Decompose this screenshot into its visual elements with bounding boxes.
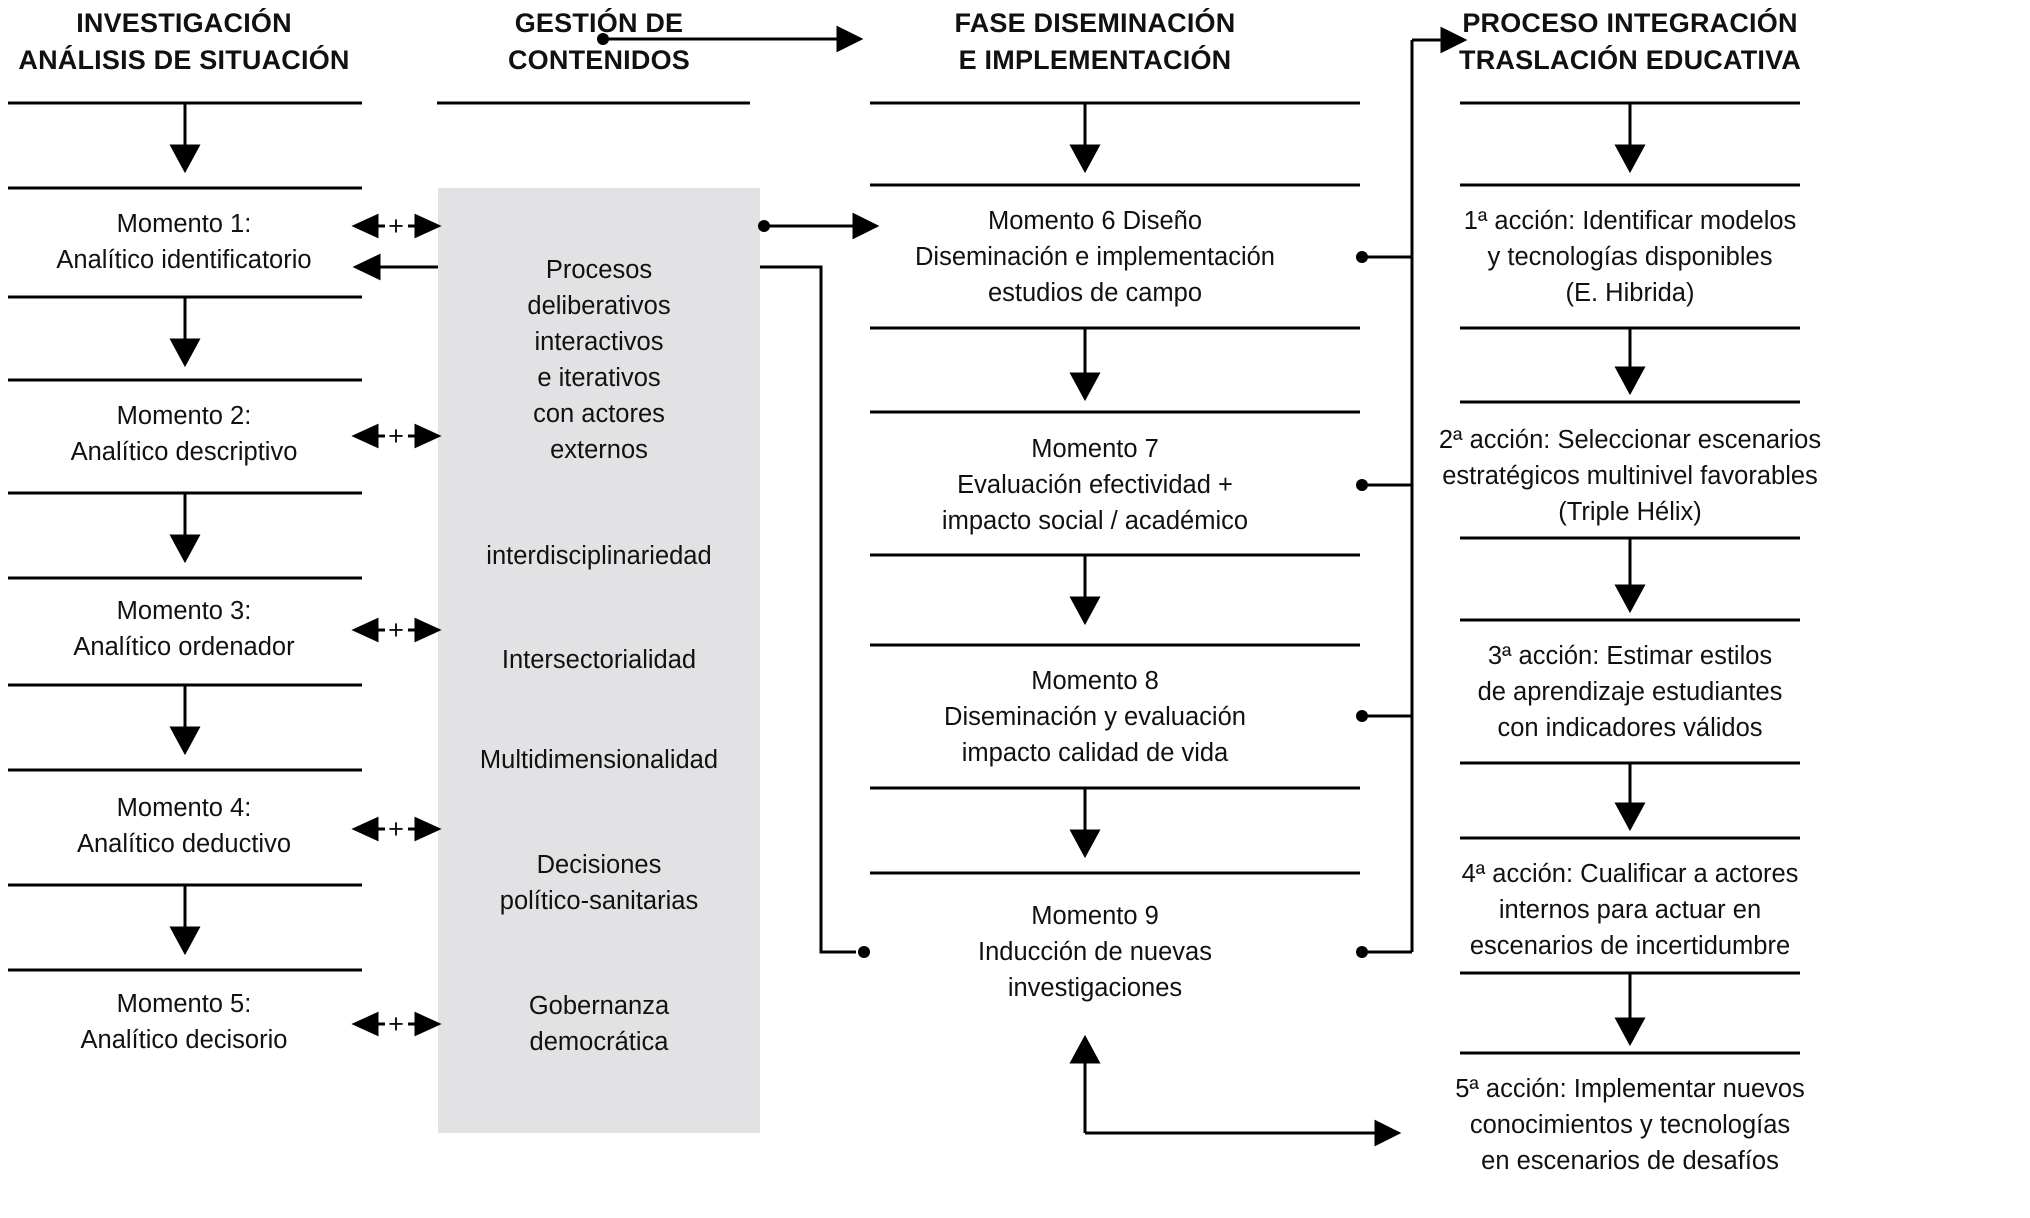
- momento-1-block: [8, 206, 360, 278]
- box-to-momento1-arrow: [356, 256, 438, 278]
- col3-header-line1: FASE DISEMINACIÓN: [954, 8, 1236, 38]
- momento-6-line3: estudios de campo: [987, 279, 1203, 307]
- plus-symbol-1: +: [388, 211, 404, 241]
- box-item-procesos-line5: con actores: [533, 400, 665, 428]
- box-item-intersectorialidad: Intersectorialidad: [501, 646, 697, 674]
- box-item-gobernanza-line1: Gobernanza: [528, 992, 670, 1020]
- box-to-momento6-arrow: [758, 215, 876, 237]
- momento-2-line1: Momento 2:: [116, 402, 252, 430]
- col2-header: [438, 5, 760, 79]
- box-item-decisiones-line2: político-sanitarias: [499, 887, 699, 915]
- accion-1-line2: y tecnologías disponibles: [1487, 243, 1773, 271]
- accion-3-block: [1430, 638, 1830, 746]
- col3-header: [870, 5, 1320, 79]
- plus-symbol-5: +: [388, 1009, 404, 1039]
- box-item-procesos: [438, 252, 760, 468]
- plus-symbol-3: +: [388, 615, 404, 645]
- momento-4-block: [8, 790, 360, 862]
- col3-header-line2: E IMPLEMENTACIÓN: [958, 45, 1232, 75]
- box-item-decisiones: [438, 847, 760, 919]
- box-item-procesos-line2: deliberativos: [527, 292, 671, 320]
- accion-1-line3: (E. Hibrida): [1565, 279, 1695, 307]
- momento-2-line2: Analítico descriptivo: [70, 438, 298, 466]
- momento-7-block: [870, 431, 1320, 539]
- momento-1-line2: Analítico identificatorio: [56, 246, 312, 274]
- momento-5-block: [8, 986, 360, 1058]
- momento-dot-connectors: [1356, 251, 1412, 958]
- box-item-gobernanza-line2: democrática: [529, 1028, 669, 1056]
- col4-header-line2: TRASLACIÓN EDUCATIVA: [1459, 45, 1801, 75]
- col1-header-line1: INVESTIGACIÓN: [76, 8, 292, 38]
- accion-4-line1: 4ª acción: Cualificar a actores: [1461, 860, 1799, 888]
- momento9-accion5-connector: [1072, 1038, 1398, 1144]
- col1-header: [8, 5, 360, 79]
- momento-6-line1: Momento 6 Diseño: [987, 207, 1203, 235]
- accion-2-line2: estratégicos multinivel favorables: [1442, 462, 1818, 490]
- momento-5-line2: Analítico decisorio: [80, 1026, 288, 1054]
- momento-8-line3: impacto calidad de vida: [961, 739, 1229, 767]
- accion-5-line2: conocimientos y tecnologías: [1469, 1111, 1791, 1139]
- momento-6-block: [870, 203, 1320, 311]
- momento-7-line2: Evaluación efectividad +: [957, 471, 1233, 499]
- accion-3-line3: con indicadores válidos: [1497, 714, 1763, 742]
- momento-8-line2: Diseminación y evaluación: [944, 703, 1246, 731]
- momento-4-line2: Analítico deductivo: [76, 830, 292, 858]
- accion-1-block: [1430, 203, 1830, 311]
- momento-4-line1: Momento 4:: [116, 794, 252, 822]
- accion-3-line1: 3ª acción: Estimar estilos: [1487, 642, 1773, 670]
- box-item-procesos-line1: Procesos: [545, 256, 653, 284]
- col1-header-line2: ANÁLISIS DE SITUACIÓN: [18, 45, 350, 75]
- box-to-momento9-connector: [760, 267, 870, 958]
- box-item-procesos-line6: externos: [550, 436, 648, 464]
- col4-header-line1: PROCESO INTEGRACIÓN: [1462, 8, 1798, 38]
- momento-2-block: [8, 398, 360, 470]
- accion-4-line2: internos para actuar en: [1498, 896, 1762, 924]
- momento-7-line3: impacto social / académico: [941, 507, 1249, 535]
- momento-1-line1: Momento 1:: [116, 210, 252, 238]
- momento-8-line1: Momento 8: [1031, 667, 1159, 695]
- box-item-gobernanza: [438, 988, 760, 1060]
- accion-5-line1: 5ª acción: Implementar nuevos: [1455, 1075, 1805, 1103]
- accion-2-line3: (Triple Hélix): [1558, 498, 1702, 526]
- momento-7-line1: Momento 7: [1031, 435, 1159, 463]
- accion-4-block: [1430, 856, 1830, 964]
- accion-4-line3: escenarios de incertidumbre: [1469, 932, 1791, 960]
- accion-2-block: [1430, 422, 1830, 530]
- momento-6-line2: Diseminación e implementación: [914, 243, 1275, 271]
- momento-5-line1: Momento 5:: [116, 990, 252, 1018]
- momento-3-line1: Momento 3:: [116, 597, 252, 625]
- box-item-interdisciplinariedad: interdisciplinariedad: [486, 542, 712, 570]
- plus-symbol-4: +: [388, 814, 404, 844]
- momento-9-block: [870, 898, 1320, 1006]
- accion-1-line1: 1ª acción: Identificar modelos: [1463, 207, 1797, 235]
- momento-3-line2: Analítico ordenador: [73, 633, 295, 661]
- accion-3-line2: de aprendizaje estudiantes: [1477, 678, 1783, 706]
- accion-5-line3: en escenarios de desafíos: [1481, 1147, 1779, 1175]
- momento-3-block: [8, 593, 360, 665]
- accion-5-block: [1430, 1071, 1830, 1179]
- box-item-procesos-line4: e iterativos: [537, 364, 661, 392]
- momento-9-line3: investigaciones: [1007, 974, 1183, 1002]
- col2-header-line2: CONTENIDOS: [507, 45, 690, 75]
- momento-9-line1: Momento 9: [1031, 902, 1159, 930]
- col2-header-line1: GESTIÓN DE: [514, 8, 684, 38]
- box-item-procesos-line3: interactivos: [534, 328, 664, 356]
- accion-2-line1: 2ª acción: Seleccionar escenarios: [1438, 426, 1822, 454]
- box-item-multidimensionalidad: Multidimensionalidad: [479, 746, 719, 774]
- box-item-decisiones-line1: Decisiones: [536, 851, 662, 879]
- momento-9-line2: Inducción de nuevas: [978, 938, 1212, 966]
- col4-header: [1430, 5, 1830, 79]
- momento-8-block: [870, 663, 1320, 771]
- plus-symbol-2: +: [388, 421, 404, 451]
